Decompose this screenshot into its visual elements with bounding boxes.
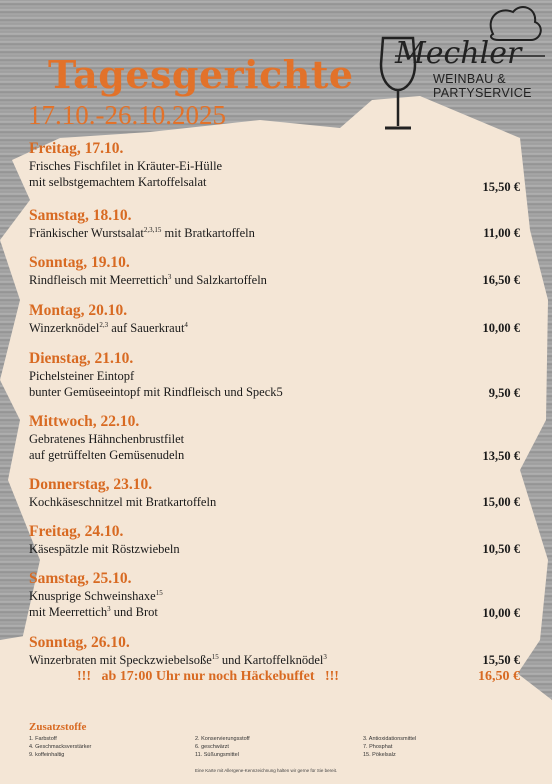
additives-section xyxy=(29,721,529,759)
dish-line: Pichelsteiner Eintopf xyxy=(29,369,135,383)
dish-line: Winzerbraten mit Speckzwiebelsoße$^{15}$ und Kartoffelknödel$^3$ xyxy=(29,652,327,667)
menu-day xyxy=(29,302,520,336)
day-title: Freitag, 24.10. xyxy=(29,523,124,540)
dish-line: bunter Gemüseeintopf mit Rindfleisch und Speck5 xyxy=(29,385,283,399)
day-title: Samstag, 18.10. xyxy=(29,207,132,224)
buffet-price: 16,50 € xyxy=(478,669,520,684)
menu-day xyxy=(29,254,520,288)
menu-day xyxy=(29,523,520,557)
day-title: Mittwoch, 22.10. xyxy=(29,413,140,430)
day-title: Sonntag, 19.10. xyxy=(29,254,130,271)
dish-line: Fränkischer Wurstsalat$^{2,3,15}$ mit Bratkartoffeln xyxy=(29,225,255,240)
logo-subtitle xyxy=(433,72,532,100)
logo-name: Mechler xyxy=(395,36,522,71)
menu-day xyxy=(29,570,520,621)
menu-day xyxy=(29,476,520,510)
buffet-notice xyxy=(29,668,520,686)
additive-item: 15. Pökelsalz xyxy=(363,752,396,758)
dish-line: Kochkäseschnitzel mit Bratkartoffeln xyxy=(29,495,217,509)
dish-line: mit selbstgemachtem Kartoffelsalat xyxy=(29,175,207,189)
date-range: 17.10.-26.10.2025 xyxy=(28,100,226,130)
dish-price: 11,00 € xyxy=(483,226,520,240)
day-title: Montag, 20.10. xyxy=(29,302,128,319)
buffet-text: !!! ab 17:00 Uhr nur noch Häckebuffet !!! xyxy=(77,669,339,684)
day-title: Dienstag, 21.10. xyxy=(29,350,134,367)
dish-line: mit Meerrettich$^3$ und Brot xyxy=(29,604,158,619)
dish-price: 16,50 € xyxy=(482,273,520,287)
additive-item: 11. Süßungsmittel xyxy=(195,752,239,758)
logo-line-1: WEINBAU & xyxy=(433,72,506,86)
dish-line: Käsespätzle mit Röstzwiebeln xyxy=(29,542,180,556)
dish-line: Winzerknödel$^{2,3}$ auf Sauerkraut$^4$ xyxy=(29,320,188,335)
additive-item: 2. Konservierungsstoff xyxy=(195,736,250,742)
additive-item: 6. geschwärzt xyxy=(195,744,229,750)
dish-line: Frisches Fischfilet in Kräuter-Ei-Hülle xyxy=(29,159,223,173)
day-title: Donnerstag, 23.10. xyxy=(29,476,153,493)
additive-item: 9. koffeinhaltig xyxy=(29,752,65,758)
dish-line: Gebratenes Hähnchenbrustfilet xyxy=(29,432,185,446)
additive-item: 1. Farbstoff xyxy=(29,736,57,742)
menu-day xyxy=(29,140,520,195)
dish-price: 15,00 € xyxy=(482,495,520,509)
additives-title: Zusatzstoffe xyxy=(29,721,87,733)
dish-price: 15,50 € xyxy=(482,180,520,194)
day-title: Sonntag, 26.10. xyxy=(29,634,130,651)
allergen-footnote: Eine Karte mit Allergene-Kennzeichnung halten wir gerne für Sie bereit. xyxy=(195,768,338,773)
dish-price: 10,50 € xyxy=(482,542,520,556)
menu-day xyxy=(29,350,520,401)
dish-price: 13,50 € xyxy=(482,449,520,463)
additives-list xyxy=(29,735,529,759)
dish-line: Rindfleisch mit Meerrettich$^3$ und Salzkartoffeln xyxy=(29,272,267,287)
menu-day xyxy=(29,634,520,668)
additive-item: 7. Phosphat xyxy=(363,744,393,750)
day-title: Freitag, 17.10. xyxy=(29,140,124,157)
dish-line: auf getrüffelten Gemüsenudeln xyxy=(29,448,185,462)
dish-line: Knusprige Schweinshaxe$^{15}$ xyxy=(29,588,163,603)
day-title: Samstag, 25.10. xyxy=(29,570,132,587)
menu-list xyxy=(29,140,520,686)
dish-price: 15,50 € xyxy=(482,653,520,667)
additive-item: 3. Antioxidationsmittel xyxy=(363,736,417,742)
dish-price: 10,00 € xyxy=(482,321,520,335)
logo-line-2: PARTYSERVICE xyxy=(433,86,532,100)
dish-price: 10,00 € xyxy=(482,606,520,620)
page-title: Tagesgerichte xyxy=(48,52,354,97)
menu-day xyxy=(29,413,520,464)
dish-price: 9,50 € xyxy=(488,386,520,400)
additive-item: 4. Geschmacksverstärker xyxy=(29,744,92,750)
menu-day xyxy=(29,207,520,241)
